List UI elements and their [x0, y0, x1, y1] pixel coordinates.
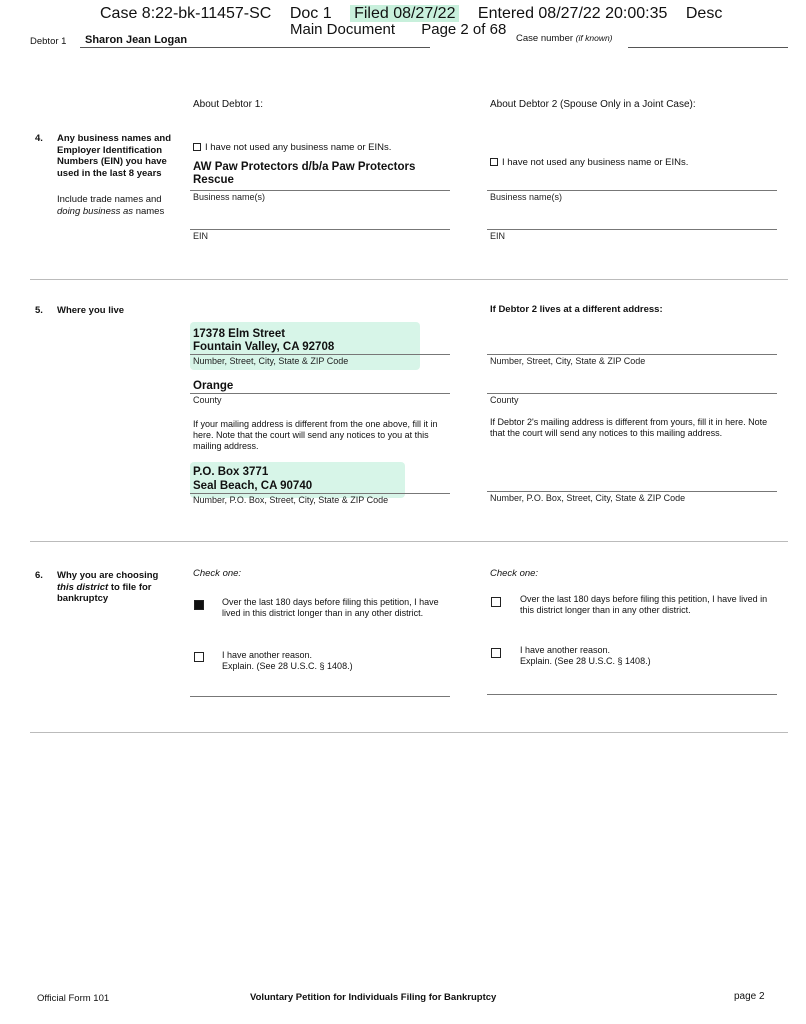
q4-d1-business-label: Business name(s) — [193, 192, 266, 202]
q5-d1-mail-label: Number, P.O. Box, Street, City, State & ZIP Code — [193, 495, 389, 505]
q5-number: 5. — [35, 305, 43, 316]
page-count: Page 2 of 68 — [421, 21, 507, 38]
q5-d2-mailing-text: If Debtor 2's mailing address is different from yours, fill it in here. Note that the court will send any notices to this mailing address. — [490, 417, 768, 438]
q5-d1-mailing-text: If your mailing address is different from the one above, fill it in here. Note that the court will send any notices to you at this mailing address. — [193, 419, 438, 451]
q4-question: Any business names and Employer Identification Numbers (EIN) you have used in the last 8 years — [57, 133, 172, 179]
q4-d1-checkbox-label: I have not used any business name or EINs. — [205, 142, 392, 153]
q6-d1-option2-label: I have another reason. Explain. (See 28 U.S.C. § 1408.) — [222, 650, 353, 671]
q5-d2-heading: If Debtor 2 lives at a different address: — [490, 304, 663, 315]
q4-d2-business-label: Business name(s) — [490, 192, 563, 202]
q4-d1-business-name[interactable]: AW Paw Protectors d/b/a Paw Protectors Rescue — [193, 161, 416, 186]
q6-d1-option1-checkbox[interactable] — [194, 596, 208, 614]
q4-number: 4. — [35, 133, 43, 144]
case-number-stamp: Case 8:22-bk-11457-SC — [100, 5, 272, 22]
q6-d2-check-one: Check one: — [490, 568, 539, 579]
q5-d1-city[interactable]: Fountain Valley, CA 92708 — [193, 341, 335, 353]
q5-d2-county-label: County — [490, 395, 519, 405]
q6-d2-option1-checkbox[interactable] — [491, 593, 505, 611]
q6-d1-option1-label: Over the last 180 days before filing this petition, I have lived in this district longer than in any other district. — [222, 597, 439, 618]
doc-subheader — [290, 21, 506, 38]
q4-d2-checkbox-row[interactable] — [490, 157, 688, 168]
footer-title: Voluntary Petition for Individuals Filing for Bankruptcy — [250, 992, 497, 1003]
filed-date: Filed 08/27/22 — [350, 5, 459, 22]
q6-question: Why you are choosing this district to file for bankruptcy — [57, 570, 159, 604]
q4-d2-ein-label: EIN — [490, 231, 506, 241]
q5-d2-mail-label: Number, P.O. Box, Street, City, State & ZIP Code — [490, 493, 686, 503]
entered-date: Entered 08/27/22 20:00:35 — [477, 5, 668, 22]
q5-d2-address-label: Number, Street, City, State & ZIP Code — [490, 356, 646, 366]
q4-d1-ein-label: EIN — [193, 231, 209, 241]
q6-d1-option2-checkbox[interactable] — [194, 648, 208, 666]
case-number-label: Case number (if known) — [516, 33, 613, 44]
q5-d1-street[interactable]: 17378 Elm Street — [193, 328, 286, 340]
checkbox[interactable] — [193, 143, 201, 151]
main-document-label: Main Document — [290, 21, 396, 38]
debtor2-header: About Debtor 2 (Spouse Only in a Joint Case): — [490, 99, 696, 110]
doc-number: Doc 1 — [289, 5, 332, 22]
q4-d1-checkbox-row[interactable] — [193, 142, 391, 153]
q5-question: Where you live — [57, 305, 125, 316]
q4-help: Include trade names and doing business as names — [57, 194, 165, 217]
q5-d1-address-label: Number, Street, City, State & ZIP Code — [193, 356, 349, 366]
footer-page: page 2 — [734, 991, 765, 1002]
q5-d1-mail-street[interactable]: P.O. Box 3771 — [193, 466, 269, 478]
q5-d1-county-label: County — [193, 395, 222, 405]
q6-d2-option2-label: I have another reason. Explain. (See 28 U.S.C. § 1408.) — [520, 645, 651, 666]
desc-label: Desc — [685, 5, 723, 22]
debtor-label: Debtor 1 — [30, 36, 67, 47]
q6-d2-option1-label: Over the last 180 days before filing this petition, I have lived in this district longer than in any other district. — [520, 594, 768, 615]
q5-d1-mail-city[interactable]: Seal Beach, CA 90740 — [193, 480, 313, 492]
footer-form: Official Form 101 — [37, 993, 110, 1004]
checkbox[interactable] — [490, 158, 498, 166]
q4-d2-checkbox-label: I have not used any business name or EINs. — [502, 157, 689, 168]
q6-d2-option2-checkbox[interactable] — [491, 644, 505, 662]
debtor1-header: About Debtor 1: — [193, 99, 264, 110]
debtor-name: Sharon Jean Logan — [85, 34, 188, 46]
q6-number: 6. — [35, 570, 43, 581]
q6-d1-check-one: Check one: — [193, 568, 242, 579]
q5-d1-county[interactable]: Orange — [193, 380, 234, 392]
